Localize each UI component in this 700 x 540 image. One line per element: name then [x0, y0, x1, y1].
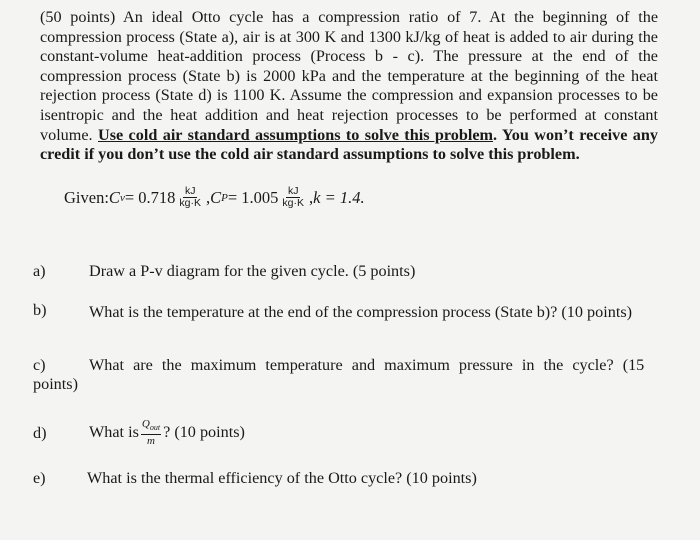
- question-c-label: c): [33, 356, 46, 374]
- given-sep-2: ,: [309, 187, 314, 207]
- question-d-pre: What is: [89, 423, 139, 442]
- cp-unit-num: kJ: [287, 185, 299, 197]
- given-prefix: Given:: [64, 187, 109, 207]
- statement-underlined: Use cold air standard assumptions to solve this problem: [98, 125, 494, 144]
- question-a-label: a): [33, 262, 46, 280]
- statement-text: (50 points) An ideal Otto cycle has a compression ratio of 7. At the beginning of the compression process (State a), air is at 300 K and 1300 kJ/kg of heat is added to air during the constant-volume heat-addition process (Process b - c). The pressure at the end of the compression process (State b) is 2000 kPa and the temperature at the beginning of the heat rejection process (State d) is 1100 K. Assume the compression and expansion processes to be isentropic and the heat addition and heat rejection processes to be performed at constant volume.: [40, 8, 658, 144]
- question-d-label: d): [33, 424, 47, 442]
- cp-subscript: P: [221, 191, 228, 204]
- q-out-over-m: [141, 418, 161, 447]
- cp-unit: [280, 186, 306, 209]
- question-d-post: ? (10 points): [163, 423, 245, 442]
- given-sep-1: ,: [205, 187, 211, 207]
- question-b-label: b): [33, 301, 47, 319]
- cv-value: = 0.718: [124, 187, 176, 207]
- question-c-text: What are the maximum temperature and maximum pressure in the cycle? (15: [89, 356, 645, 374]
- question-a-text: Draw a P-v diagram for the given cycle. (5 points): [89, 262, 416, 280]
- cv-unit-den: kg·K: [179, 197, 201, 209]
- question-e-label: e): [33, 469, 46, 487]
- k-value: k = 1.4.: [313, 187, 365, 207]
- q-out-symbol: Q: [141, 418, 150, 430]
- cv-unit-num: kJ: [184, 185, 196, 197]
- question-c-text-cont: points): [33, 375, 78, 393]
- problem-statement: [40, 8, 658, 165]
- cv-subscript: v: [119, 191, 125, 204]
- given-values: [64, 186, 365, 209]
- cp-value: = 1.005: [227, 187, 279, 207]
- cv-symbol: C: [108, 187, 120, 207]
- question-e-text: What is the thermal efficiency of the Otto cycle? (10 points): [87, 469, 477, 487]
- q-out-subscript: out: [149, 423, 161, 433]
- question-b-text: What is the temperature at the end of the compression process (State b)? (10 points): [89, 303, 633, 321]
- cv-unit: [177, 186, 203, 209]
- question-d-text: [89, 418, 245, 447]
- mass-symbol: m: [147, 435, 155, 448]
- statement-warning: . You won’t receive any credit if you don’t use the cold air standard assumptions to solve this problem.: [40, 125, 658, 164]
- cp-unit-den: kg·K: [282, 197, 305, 209]
- cp-symbol: C: [210, 187, 222, 207]
